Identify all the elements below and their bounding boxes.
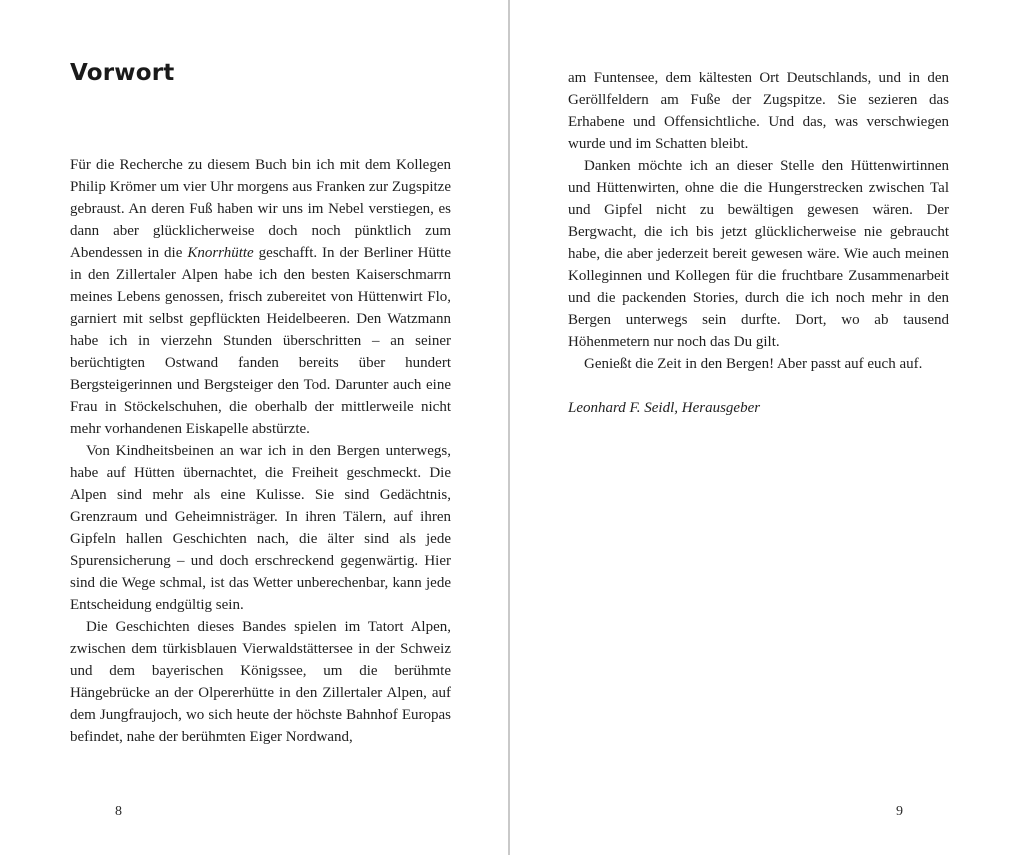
paragraph-research-text-b: geschafft. In der Berliner Hütte in den Zillertaler Alpen habe ich den besten Kaiserschmarrn meines Lebens genossen, frisch zubereitet von Hüttenwirt Flo, garniert mit selbst gepflückten Heidelbeeren. Den Watzmann habe ich in vierzehn Stunden überschritten – an seiner berüchtigten Ostwand fanden bereits über hundert Bergsteigerinnen und Bergsteiger den Tod. Darunter auch eine Frau in Stöckelschuhen, die oberhalb der mittlerweile nicht mehr vorhandenen Eiskapelle abstürzte. <box>70 245 451 437</box>
page-number-left: 8 <box>115 804 122 819</box>
right-page <box>511 0 1020 855</box>
right-body-text <box>568 67 949 375</box>
editor-signature: Leonhard F. Seidl, Herausgeber <box>568 400 761 416</box>
chapter-title: Vorwort <box>70 60 175 86</box>
paragraph-continuation: am Funtensee, dem kältesten Ort Deutschlands, und in den Geröllfeldern am Fuße der Zugspitze. Sie sezieren das Erhabene und Offensichtliche. Und das, was verschwiegen wurde und im Schatten bleibt. <box>568 70 949 152</box>
paragraph-closing: Genießt die Zeit in den Bergen! Aber passt auf euch auf. <box>584 356 923 372</box>
book-gutter <box>508 0 510 855</box>
paragraph-childhood: Von Kindheitsbeinen an war ich in den Bergen unterwegs, habe auf Hütten übernachtet, die Freiheit geschmeckt. Die Alpen sind mehr als eine Kulisse. Sie sind Gedächtnis, Grenzraum und Geheimnisträger. In ihren Tälern, auf ihren Gipfeln hallen Geschichten nach, die älter sind als jede Spurensicherung – und doch erschreckend gegenwärtig. Hier sind die Wege schmal, ist das Wetter unberechenbar, kann jede Entscheidung endgültig sein. <box>70 443 451 613</box>
knorrhuette-italic: Knorrhütte <box>187 245 254 261</box>
paragraph-stories: Die Geschichten dieses Bandes spielen im Tatort Alpen, zwischen dem türkisblauen Vierwaldstättersee in der Schweiz und dem bayerischen Königssee, um die berühmte Hängebrücke an der Olpererhütte in den Zillertaler Alpen, auf dem Jungfraujoch, wo sich heute der höchste Bahnhof Europas befindet, nahe der berühmten Eiger Nordwand, <box>70 619 451 745</box>
paragraph-research-text-a: Für die Recherche zu diesem Buch bin ich mit dem Kollegen Philip Krömer um vier Uhr morgens aus Franken zur Zugspitze gebraust. An deren Fuß haben wir uns im Nebel verstiegen, es dann aber glücklicherweise doch noch pünktlich zum Abendessen in die <box>70 157 451 261</box>
paragraph-thanks: Danken möchte ich an dieser Stelle den Hüttenwirtinnen und Hüttenwirten, ohne die die Hungerstrecken zwischen Tal und Gipfel nicht zu bewältigen gewesen wären. Der Bergwacht, die ich bis jetzt glücklicherweise nie gebraucht habe, die aber jederzeit bereit gewesen wäre. Wie auch meinen Kolleginnen und Kollegen für die fruchtbare Zusammenarbeit und die packenden Stories, durch die ich noch mehr in den Bergen unterwegs sein durfte. Dort, wo ab tausend Höhenmetern nur noch das Du gilt. <box>568 158 949 350</box>
left-page <box>0 0 509 855</box>
page-number-right: 9 <box>896 804 903 819</box>
left-body-text <box>70 154 451 748</box>
paragraph-research <box>70 154 451 440</box>
